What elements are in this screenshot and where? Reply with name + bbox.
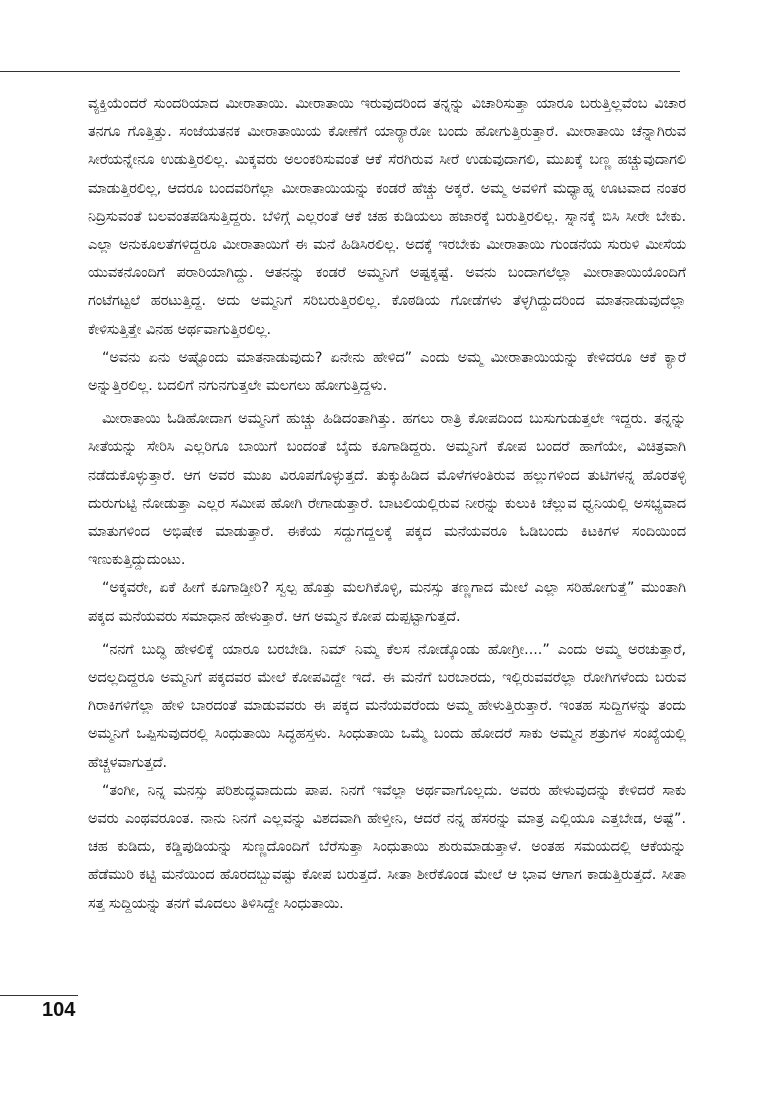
paragraph: ಮೀರಾತಾಯಿ ಓಡಿಹೋದಾಗ ಅಮ್ಮನಿಗೆ ಹುಚ್ಚು ಹಿಡಿದಂತಾಗಿತ್ತು. ಹಗಲು ರಾತ್ರಿ ಕೋಪದಿಂದ ಬುಸುಗುಡುತ್ತಲೇ ಇದ್ದರು. ತನ್ನನ್ನು ಸೀತೆಯನ್ನು ಸೇರಿಸಿ ಎಲ್ಲರಿಗೂ ಬಾಯಿಗೆ ಬಂದಂತೆ ಬೈದು ಕೂಗಾಡಿದ್ದರು. ಅಮ್ಮನಿಗೆ ಕೋಪ ಬಂದರೆ ಹಾಗೆಯೇ, ವಿಚಿತ್ರವಾಗಿ ನಡೆದುಕೊಳ್ಳುತ್ತಾರೆ. ಆಗ ಅವರ ಮುಖ ವಿರೂಪಗೊಳ್ಳುತ್ತದೆ. ತುಕ್ಕುಹಿಡಿದ ಮೊಳೆಗಳಂತಿರುವ ಹಲ್ಲುಗಳಿಂದ ತುಟಿಗಳನ್ನ ಹೊರತಳ್ಳಿ ದುರುಗುಟ್ಟಿ ನೋಡುತ್ತಾ ಎಲ್ಲರ ಸಮೀಪ ಹೋಗಿ ರೇಗಾಡುತ್ತಾರೆ. ಬಾಟಲಿಯಲ್ಲಿರುವ ನೀರನ್ನು ಕುಲುಕಿ ಚೆಲ್ಲುವ ಧ್ವನಿಯಲ್ಲಿ ಅಸಭ್ಯವಾದ ಮಾತುಗಳಿಂದ ಅಭಿಷೇಕ ಮಾಡುತ್ತಾರೆ. ಈಕೆಯ ಸದ್ದುಗದ್ದಲಕ್ಕೆ ಪಕ್ಕದ ಮನೆಯವರೂ ಓಡಿಬಂದು ಕಿಟಕಿಗಳ ಸಂದಿಯಿಂದ ಇಣುಕುತ್ತಿದ್ದುದುಂಟು. bbox=[88, 411, 686, 569]
paragraph: “ನನಗೆ ಬುದ್ಧಿ ಹೇಳಲಿಕ್ಕೆ ಯಾರೂ ಬರಬೇಡಿ. ನಿಮ್ ನಿಮ್ಮ ಕೆಲಸ ನೋಡ್ಕೊಂಡು ಹೋಗ್ರೀ....” ಎಂದು ಅಮ್ಮ ಅರಚುತ್ತಾರೆ, ಅದಲ್ಲದಿದ್ದರೂ ಅಮ್ಮನಿಗೆ ಪಕ್ಕದವರ ಮೇಲೆ ಕೋಪವಿದ್ದೇ ಇದೆ. ಈ ಮನೆಗೆ ಬರಬಾರದು, ಇಲ್ಲಿರುವವರೆಲ್ಲಾ ರೋಗಿಗಳೆಂದು ಬರುವ ಗಿರಾಕಿಗಳಿಗೆಲ್ಲಾ ಹೇಳಿ ಬಾರದಂತೆ ಮಾಡುವವರು ಈ ಪಕ್ಕದ ಮನೆಯವರೆಂದು ಅಮ್ಮ ಹೇಳುತ್ತಿರುತ್ತಾರೆ. ಇಂತಹ ಸುದ್ದಿಗಳನ್ನು ತಂದು ಅಮ್ಮನಿಗೆ ಒಪ್ಪಿಸುವುದರಲ್ಲಿ ಸಿಂಧುತಾಯಿ ಸಿದ್ಧಹಸ್ತಳು. ಸಿಂಧುತಾಯಿ ಒಮ್ಮೆ ಬಂದು ಹೋದರೆ ಸಾಕು ಅಮ್ಮನ ಶತ್ರುಗಳ ಸಂಖ್ಯೆಯಲ್ಲಿ ಹೆಚ್ಚಳವಾಗುತ್ತದೆ. bbox=[88, 641, 686, 771]
header-rule bbox=[0, 71, 680, 72]
paragraph: “ತಂಗೀ, ನಿನ್ನ ಮನಸ್ಸು ಪರಿಶುದ್ಧವಾದುದು ಪಾಪ. ನಿನಗೆ ಇವೆಲ್ಲಾ ಅರ್ಥವಾಗೊಲ್ಲದು. ಅವರು ಹೇಳುವುದನ್ನು ಕೇಳಿದರೆ ಸಾಕು ಅವರು ಎಂಥವರೂಂತ. ನಾನು ನಿನಗೆ ಎಲ್ಲವನ್ನು ವಿಶದವಾಗಿ ಹೇಳ್ತೀನಿ, ಆದರೆ ನನ್ನ ಹೆಸರನ್ನು ಮಾತ್ರ ಎಲ್ಲಿಯೂ ಎತ್ತಬೇಡ, ಅಷ್ಟೆ”. ಚಹ ಕುಡಿದು, ಕಡ್ಡಿಪುಡಿಯನ್ನು ಸುಣ್ಣದೊಂದಿಗೆ ಬೆರೆಸುತ್ತಾ ಸಿಂಧುತಾಯಿ ಶುರುಮಾಡುತ್ತಾಳೆ. ಅಂತಹ ಸಮಯದಲ್ಲಿ ಆಕೆಯನ್ನು ಹೆಡೆಮುರಿ ಕಟ್ಟಿ ಮನೆಯಿಂದ ಹೊರದಬ್ಬುವಷ್ಟು ಕೋಪ ಬರುತ್ತದೆ. ಸೀತಾ ಶೀರೆಕೊಂಡ ಮೇಲೆ ಆ ಭಾವ ಆಗಾಗ ಕಾಡುತ್ತಿರುತ್ತದೆ. ಸೀತಾ ಸತ್ತ ಸುದ್ದಿಯನ್ನು ತನಗೆ ಮೊದಲು ತಿಳಿಸಿದ್ದೇ ಸಿಂಧುತಾಯಿ. bbox=[88, 782, 686, 912]
paragraph: ವ್ಯಕ್ತಿಯೆಂದರೆ ಸುಂದರಿಯಾದ ಮೀರಾತಾಯಿ. ಮೀರಾತಾಯಿ ಇರುವುದರಿಂದ ತನ್ನನ್ನು ವಿಚಾರಿಸುತ್ತಾ ಯಾರೂ ಬರುತ್ತಿಲ್ಲವೆಂಬ ವಿಚಾರ ತನಗೂ ಗೊತ್ತಿತ್ತು. ಸಂಜೆಯತನಕ ಮೀರಾತಾಯಿಯ ಕೋಣೆಗೆ ಯಾರ್‍ಯಾರೋ ಬಂದು ಹೋಗುತ್ತಿರುತ್ತಾರೆ. ಮೀರಾತಾಯಿ ಚೆನ್ನಾಗಿರುವ ಸೀರೆಯನ್ನೇನೂ ಉಡುತ್ತಿರಲಿಲ್ಲ. ಮಿಕ್ಕವರು ಅಲಂಕರಿಸುವಂತೆ ಆಕೆ ಸೆರಗಿರುವ ಸೀರೆ ಉಡುವುದಾಗಲಿ, ಮುಖಕ್ಕೆ ಬಣ್ಣ ಹಚ್ಚುವುದಾಗಲಿ ಮಾಡುತ್ತಿರಲಿಲ್ಲ, ಆದರೂ ಬಂದವರಿಗೆಲ್ಲಾ ಮೀರಾತಾಯಿಯನ್ನು ಕಂಡರೆ ಹೆಚ್ಚು ಅಕ್ಕರೆ. ಅಮ್ಮ ಅವಳಿಗೆ ಮಧ್ಯಾಹ್ನ ಊಟವಾದ ನಂತರ ನಿದ್ರಿಸುವಂತೆ ಬಲವಂತಪಡಿಸುತ್ತಿದ್ದರು. ಬೆಳಿಗ್ಗೆ ಎಲ್ಲರಂತೆ ಆಕೆ ಚಹ ಕುಡಿಯಲು ಹಜಾರಕ್ಕೆ ಬರುತ್ತಿರಲಿಲ್ಲ. ಸ್ನಾನಕ್ಕೆ ಬಿಸಿ ಸೀರೇ ಬೇಕು. ಎಲ್ಲಾ ಅನುಕೂಲತೆಗಳಿದ್ದರೂ ಮೀರಾತಾಯಿಗೆ ಈ ಮನೆ ಹಿಡಿಸಿರಲಿಲ್ಲ. ಅದಕ್ಕೆ ಇರಬೇಕು ಮೀರಾತಾಯಿ ಗುಂಡನೆಯ ಸುರುಳಿ ಮೀಸೆಯ ಯುವಕನೊಂದಿಗೆ ಪರಾರಿಯಾಗಿದ್ದು. ಆತನನ್ನು ಕಂಡರೆ ಅಮ್ಮನಿಗೆ ಅಷ್ಟಕ್ಕಷ್ಟೆ. ಅವನು ಬಂದಾಗಲೆಲ್ಲಾ ಮೀರಾತಾಯಿಯೊಂದಿಗೆ ಗಂಟೆಗಟ್ಟಲೆ ಹರಟುತ್ತಿದ್ದ. ಅದು ಅಮ್ಮನಿಗೆ ಸರಿಬರುತ್ತಿರಲಿಲ್ಲ. ಕೊಠಡಿಯ ಗೋಡೆಗಳು ತೆಳ್ಳಗಿದ್ದುದರಿಂದ ಮಾತನಾಡುವುದೆಲ್ಲಾ ಕೇಳಿಸುತ್ತಿತ್ತೇ ವಿನಹ ಅರ್ಥವಾಗುತ್ತಿರಲಿಲ್ಲ. bbox=[88, 96, 686, 338]
page-number-rule bbox=[0, 995, 78, 996]
paragraph: “ಅಕ್ಕವರೇ, ಏಕೆ ಹೀಗೆ ಕೂಗಾಡ್ತೀರಿ? ಸ್ವಲ್ಪ ಹೊತ್ತು ಮಲಗಿಕೊಳ್ಳಿ, ಮನಸ್ಸು ತಣ್ಣಗಾದ ಮೇಲೆ ಎಲ್ಲಾ ಸರಿಹೋಗುತ್ತೆ” ಮುಂತಾಗಿ ಪಕ್ಕದ ಮನೆಯವರು ಸಮಾಧಾನ ಹೇಳುತ್ತಾರೆ. ಆಗ ಅಮ್ಮನ ಕೋಪ ದುಪ್ಪಟ್ಟಾಗುತ್ತದೆ. bbox=[88, 580, 686, 625]
paragraph: “ಅವನು ಏನು ಅಷ್ಟೊಂದು ಮಾತನಾಡುವುದು? ಏನೇನು ಹೇಳಿದ” ಎಂದು ಅಮ್ಮ ಮೀರಾತಾಯಿಯನ್ನು ಕೇಳಿದರೂ ಆಕೆ ಕ್ಯಾರೆ ಅನ್ನುತ್ತಿರಲಿಲ್ಲ. ಬದಲಿಗೆ ನಗುನಗುತ್ತಲೇ ಮಲಗಲು ಹೋಗುತ್ತಿದ್ದಳು. bbox=[88, 349, 686, 395]
page-body bbox=[88, 90, 686, 918]
page-number: 104 bbox=[42, 999, 76, 1021]
